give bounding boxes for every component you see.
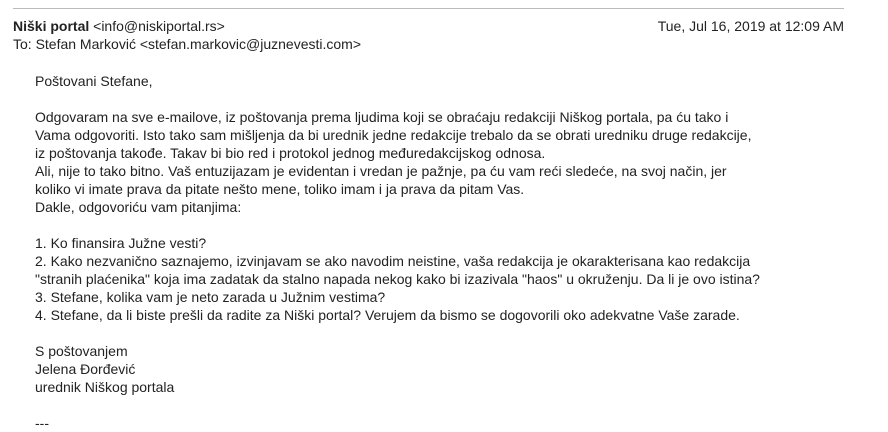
- paragraph-line: Dakle, odgovoriću vam pitanjima:: [35, 199, 242, 215]
- header-divider: [13, 8, 844, 9]
- paragraph-line: Vama odgovoriti. Isto tako sam mišljenja da bi urednik jedne redakcije trebalo da se obrati uredniku druge redakcije,: [35, 127, 752, 143]
- question-line: 1. Ko finansira Južne vesti?: [35, 235, 207, 251]
- signature-separator: ---: [35, 415, 49, 431]
- recipient: To: Stefan Marković <stefan.markovic@juznevesti.com>: [13, 36, 362, 52]
- question-line: 3. Stefane, kolika vam je neto zarada u Južnim vestima?: [35, 289, 386, 305]
- sender-email: <info@niskiportal.rs>: [93, 18, 225, 34]
- paragraph-line: koliko vi imate prava da pitate nešto mene, toliko imam i ja prava da pitam Vas.: [35, 181, 525, 197]
- sender: [13, 17, 225, 35]
- greeting: Poštovani Stefane,: [35, 73, 153, 89]
- signature-title: urednik Niškog portala: [35, 379, 175, 395]
- question-line: 4. Stefane, da li biste prešli da radite za Niški portal? Verujem da bismo se dogovorili oko adekvatne Vaše zarade.: [35, 307, 740, 323]
- paragraph-line: iz poštovanja takođe. Takav bi bio red i protokol jednog međuredakcijskog odnosa.: [35, 145, 546, 161]
- paragraph-line: Ali, nije to tako bitno. Vaš entuzijazam je evidentan i vredan je pažnje, pa ću vam reći sledeće, na svoj način, jer: [35, 163, 727, 179]
- sender-name: Niški portal: [13, 18, 90, 34]
- signature-name: Jelena Đorđević: [35, 361, 136, 377]
- question-line: "stranih plaćenika" koja ima zadatak da stalno napada nekog kako bi izazivala "haos" u okruženju. Da li je ovo istina?: [35, 271, 760, 287]
- question-line: 2. Kako nezvanično saznajemo, izvinjavam se ako navodim neistine, vaša redakcija je okarakterisana kao redakcija: [35, 253, 751, 269]
- email-date: Tue, Jul 16, 2019 at 12:09 AM: [657, 18, 844, 34]
- signature-closing: S poštovanjem: [35, 343, 128, 359]
- paragraph-line: Odgovaram na sve e-mailove, iz poštovanja prema ljudima koji se obraćaju redakciji Niškog portala, pa ću tako i: [35, 109, 729, 125]
- email-body: [35, 72, 760, 432]
